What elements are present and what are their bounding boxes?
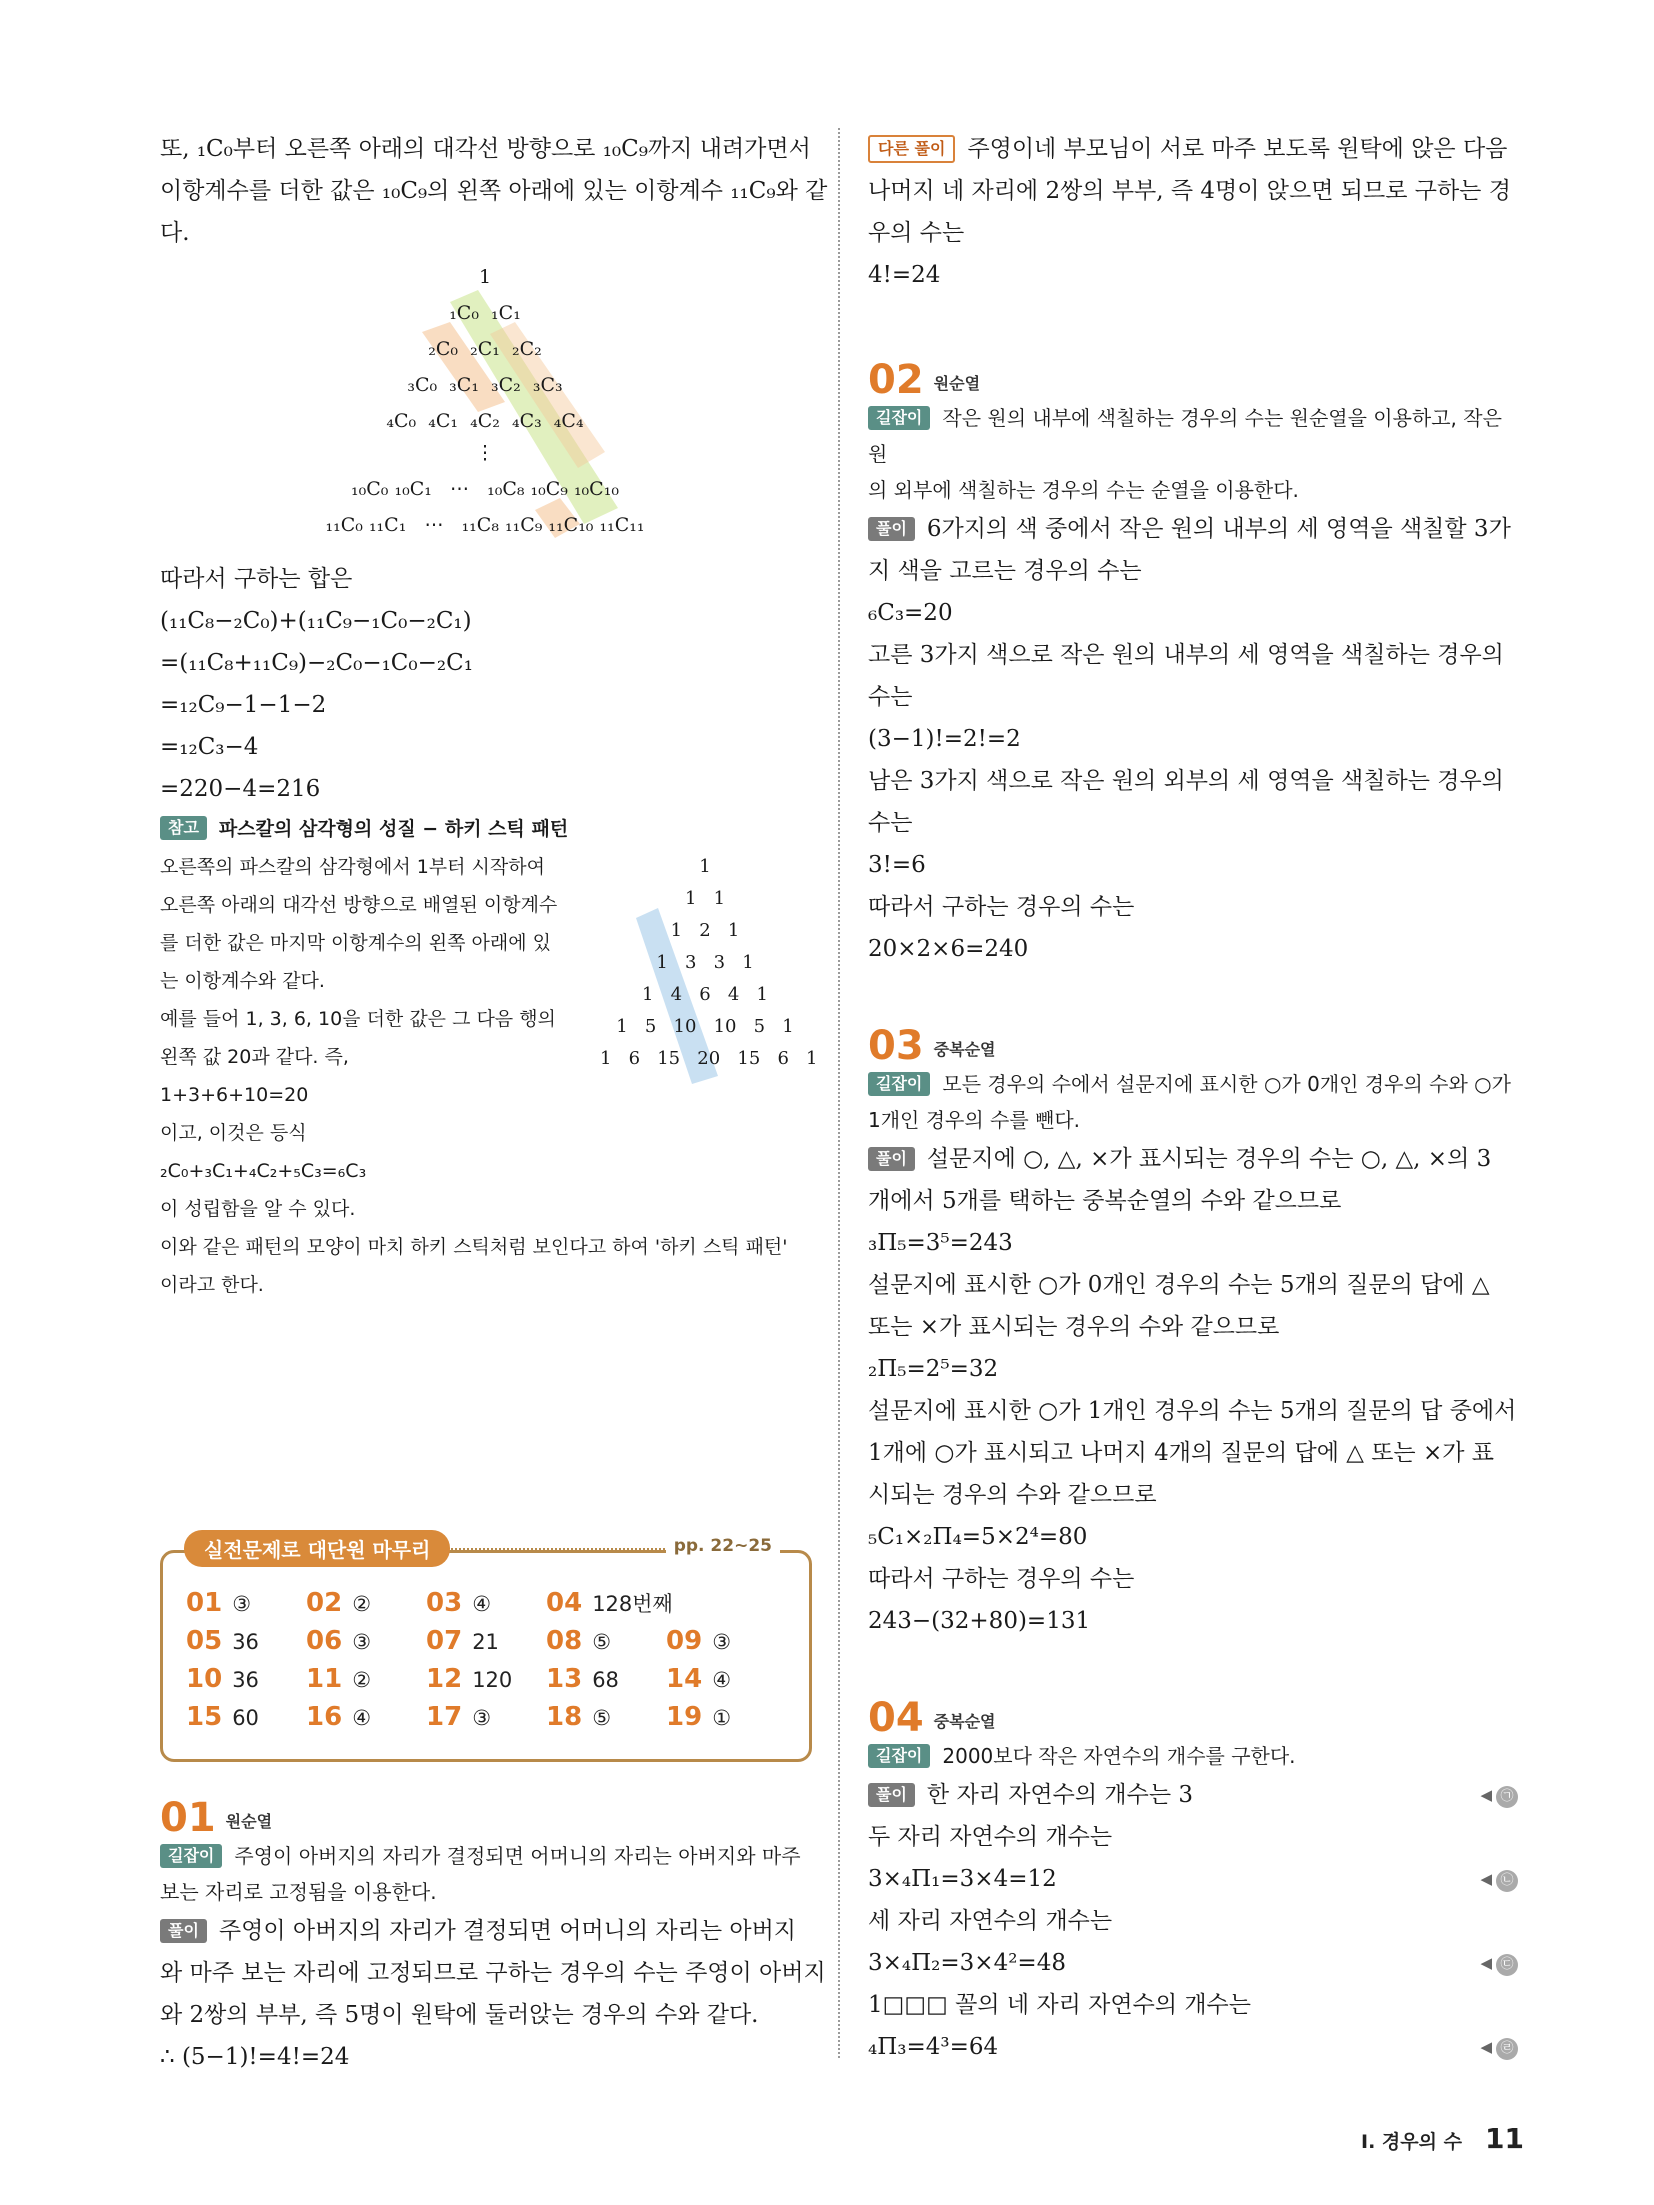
reference-line: 1+3+6+10=20 — [160, 1084, 309, 1106]
reference-line: 예를 들어 1, 3, 6, 10을 더한 값은 그 다음 행의 — [160, 1008, 556, 1030]
equation-line: =220−4=216 — [160, 776, 321, 802]
answer-item: 06 ③ — [306, 1626, 372, 1656]
answer-item: 04 128번째 — [546, 1588, 673, 1618]
pascal-row: 1 3 3 1 — [656, 952, 754, 973]
hint-tag: 길잡이 — [160, 1844, 222, 1868]
intro-line: 또, ₁C₀부터 오른쪽 아래의 대각선 방향으로 ₁₀C₉까지 내려가면서 — [160, 136, 811, 162]
question-number: 01 — [160, 1795, 216, 1841]
page-number: 11 — [1485, 2122, 1524, 2155]
reference-line: 오른쪽 아래의 대각선 방향으로 배열된 이항계수 — [160, 894, 558, 916]
reference-line: 왼쪽 값 20과 같다. 즉, — [160, 1046, 349, 1068]
triangle-row: ₁₁C₀ ₁₁C₁ ⋯ ₁₁C₈ ₁₁C₉ ₁₁C₁₀ ₁₁C₁₁ — [325, 514, 645, 536]
pascal-row: 1 6 15 20 15 6 1 — [600, 1048, 818, 1069]
question-header — [868, 1010, 1518, 1069]
answer-item: 16 ④ — [306, 1702, 372, 1732]
reference-line: 를 더한 값은 마지막 이항계수의 왼쪽 아래에 있 — [160, 932, 552, 954]
solution-line: 개에서 5개를 택하는 중복순열의 수와 같으므로 — [868, 1188, 1342, 1214]
question-number: 04 — [868, 1695, 924, 1741]
question-topic: 원순열 — [933, 374, 981, 393]
solution-line: 설문지에 표시한 ○가 0개인 경우의 수는 5개의 질문의 답에 △ — [868, 1272, 1490, 1298]
triangle-row: ₁C₀ ₁C₁ — [449, 302, 521, 324]
question-header — [160, 1782, 810, 1841]
solution-line: 수는 — [868, 684, 913, 710]
right-column — [868, 128, 1518, 2068]
solution-line: 와 마주 보는 자리에 고정되므로 구하는 경우의 수는 주영이 아버지 — [160, 1960, 826, 1986]
binomial-triangle — [160, 262, 810, 552]
reference-line: ₂C₀+₃C₁+₄C₂+₅C₃=₆C₃ — [160, 1160, 367, 1182]
hint-tag: 길잡이 — [868, 1072, 930, 1096]
solution-line: 풀이 한 자리 자연수의 개수는 3 ◀ ㉠ — [868, 1774, 1518, 1816]
answer-row — [186, 1664, 786, 1702]
solution-line: 고른 3가지 색으로 작은 원의 내부의 세 영역을 색칠하는 경우의 — [868, 642, 1504, 668]
question-number: 03 — [868, 1023, 924, 1069]
question-01 — [160, 1782, 826, 2078]
reference-line: 이와 같은 패턴의 모양이 마치 하키 스틱처럼 보인다고 하여 '하키 스틱 패턴' — [160, 1236, 788, 1258]
question-header — [868, 1682, 1518, 1741]
answer-item: 11 ② — [306, 1664, 372, 1694]
intro-text — [160, 128, 828, 254]
other-solution-line: 4!=24 — [868, 262, 941, 288]
triangle-row: ⋮ — [475, 442, 495, 464]
solution-line: ₂Π₅=2⁵=32 — [868, 1356, 999, 1382]
reference-line: 이 성립함을 알 수 있다. — [160, 1198, 356, 1220]
solution-line: 지 색을 고르는 경우의 수는 — [868, 558, 1142, 584]
pascal-triangle — [600, 848, 818, 1148]
hint-line: 길잡이 작은 원의 내부에 색칠하는 경우의 수는 원순열을 이용하고, 작은 원 — [868, 406, 1502, 466]
solution-line: (3−1)!=2!=2 — [868, 726, 1021, 752]
sum-derivation — [160, 558, 810, 810]
answer-item: 07 21 — [426, 1626, 499, 1656]
solution-line: 243−(32+80)=131 — [868, 1608, 1091, 1634]
step-marker: ◀ ㉡ — [1480, 1858, 1518, 1900]
triangle-row: ₁₀C₀ ₁₀C₁ ⋯ ₁₀C₈ ₁₀C₉ ₁₀C₁₀ — [351, 478, 619, 500]
reference-title: 파스칼의 삼각형의 성질 − 하키 스틱 패턴 — [218, 818, 569, 840]
step-marker: ◀ ㉠ — [1480, 1774, 1518, 1816]
hint-line: 길잡이 모든 경우의 수에서 설문지에 표시한 ○가 0개인 경우의 수와 ○가 — [868, 1066, 1518, 1102]
answer-key-pages: pp. 22~25 — [666, 1536, 780, 1556]
other-solution-line: 우의 수는 — [868, 220, 965, 246]
chapter-label: Ⅰ. 경우의 수 — [1361, 2131, 1462, 2153]
hint-line: 길잡이 2000보다 작은 자연수의 개수를 구한다. — [868, 1738, 1518, 1774]
question-topic: 중복순열 — [933, 1712, 996, 1731]
solution-line: 설문지에 표시한 ○가 1개인 경우의 수는 5개의 질문의 답 중에서 — [868, 1398, 1517, 1424]
sum-title: 따라서 구하는 합은 — [160, 566, 353, 592]
question-number: 02 — [868, 357, 924, 403]
solution-line: ∴ (5−1)!=4!=24 — [160, 2044, 350, 2070]
page-footer — [1361, 2122, 1524, 2155]
other-solution — [868, 128, 1518, 296]
question-topic: 중복순열 — [933, 1040, 996, 1059]
hint-tag: 길잡이 — [868, 1744, 930, 1768]
answer-item: 09 ③ — [666, 1626, 732, 1656]
solution-line: 두 자리 자연수의 개수는 — [868, 1824, 1113, 1850]
question-topic: 원순열 — [225, 1812, 273, 1831]
solution-line: 따라서 구하는 경우의 수는 — [868, 894, 1135, 920]
answer-item: 15 60 — [186, 1702, 259, 1732]
equation-line: =₁₂C₃−4 — [160, 734, 259, 760]
pascal-row: 1 5 10 10 5 1 — [616, 1016, 794, 1037]
solution-line: 풀이 설문지에 ○, △, ×가 표시되는 경우의 수는 ○, △, ×의 3 — [868, 1138, 1518, 1180]
solution-line: 풀이 주영이 아버지의 자리가 결정되면 어머니의 자리는 아버지 — [160, 1910, 810, 1952]
solution-line: 3×₄Π₂=3×4²=48 ◀ ㉢ — [868, 1942, 1518, 1984]
intro-line: 이항계수를 더한 값은 ₁₀C₉의 왼쪽 아래에 있는 이항계수 ₁₁C₉와 같 — [160, 178, 828, 204]
answer-item: 18 ⑤ — [546, 1702, 612, 1732]
solution-tag: 풀이 — [868, 1783, 915, 1807]
step-marker: ◀ ㉢ — [1480, 1942, 1518, 1984]
hint-line: 의 외부에 색칠하는 경우의 수는 순열을 이용한다. — [868, 478, 1299, 502]
intro-line: 다. — [160, 220, 190, 246]
answer-item: 03 ④ — [426, 1588, 492, 1618]
answer-row — [186, 1626, 786, 1664]
question-header — [868, 344, 1518, 403]
pascal-row: 1 1 — [684, 888, 726, 909]
solution-line: 남은 3가지 색으로 작은 원의 외부의 세 영역을 색칠하는 경우의 — [868, 768, 1504, 794]
equation-line: =(₁₁C₈+₁₁C₉)−₂C₀−₁C₀−₂C₁ — [160, 650, 473, 676]
solution-line: 시되는 경우의 수와 같으므로 — [868, 1482, 1157, 1508]
answer-item: 14 ④ — [666, 1664, 732, 1694]
answer-item: 13 68 — [546, 1664, 619, 1694]
triangle-row: ₂C₀ ₂C₁ ₂C₂ — [428, 338, 542, 360]
reference-line: 오른쪽의 파스칼의 삼각형에서 1부터 시작하여 — [160, 856, 545, 878]
solution-line: ₆C₃=20 — [868, 600, 953, 626]
solution-line: 1개에 ○가 표시되고 나머지 4개의 질문의 답에 △ 또는 ×가 표 — [868, 1440, 1494, 1466]
answer-item: 19 ① — [666, 1702, 732, 1732]
answer-item: 17 ③ — [426, 1702, 492, 1732]
other-solution-line: 나머지 네 자리에 2쌍의 부부, 즉 4명이 앉으면 되므로 구하는 경 — [868, 178, 1511, 204]
pascal-row: 1 — [699, 856, 711, 877]
equation-line: (₁₁C₈−₂C₀)+(₁₁C₉−₁C₀−₂C₁) — [160, 608, 472, 634]
solution-line: 20×2×6=240 — [868, 936, 1029, 962]
triangle-row: ₃C₀ ₃C₁ ₃C₂ ₃C₃ — [407, 374, 563, 396]
reference-heading — [160, 810, 810, 848]
question-03 — [868, 1010, 1518, 1642]
hint-line: 보는 자리로 고정됨을 이용한다. — [160, 1880, 437, 1904]
solution-line: 따라서 구하는 경우의 수는 — [868, 1566, 1135, 1592]
hint-line: 1개인 경우의 수를 뺀다. — [868, 1108, 1081, 1132]
answer-row — [186, 1702, 786, 1740]
column-divider — [838, 128, 840, 2058]
hint-tag: 길잡이 — [868, 406, 930, 430]
solution-line: 1□□□ 꼴의 네 자리 자연수의 개수는 — [868, 1992, 1251, 2018]
solution-line: 3!=6 — [868, 852, 926, 878]
answer-item: 02 ② — [306, 1588, 372, 1618]
triangle-row: ₄C₀ ₄C₁ ₄C₂ ₄C₃ ₄C₄ — [386, 410, 584, 432]
hint-line: 길잡이 주영이 아버지의 자리가 결정되면 어머니의 자리는 아버지와 마주 — [160, 1838, 810, 1874]
other-solution-tag: 다른 풀이 — [868, 135, 955, 163]
reference-box — [160, 848, 818, 1318]
solution-line: 또는 ×가 표시되는 경우의 수와 같으므로 — [868, 1314, 1280, 1340]
answer-item: 01 ③ — [186, 1588, 252, 1618]
reference-line: 이라고 한다. — [160, 1274, 264, 1296]
answer-item: 12 120 — [426, 1664, 513, 1694]
answer-grid — [186, 1588, 786, 1740]
solution-line: ₃Π₅=3⁵=243 — [868, 1230, 1013, 1256]
solution-line: 와 2쌍의 부부, 즉 5명이 원탁에 둘러앉는 경우의 수와 같다. — [160, 2002, 759, 2028]
question-04 — [868, 1682, 1518, 2068]
left-column — [160, 128, 828, 1318]
question-02 — [868, 344, 1518, 970]
triangle-row: 1 — [478, 266, 492, 288]
answer-key-box — [160, 1530, 810, 1760]
solution-line: 3×₄Π₁=3×4=12 ◀ ㉡ — [868, 1858, 1518, 1900]
reference-line: 이고, 이것은 등식 — [160, 1122, 307, 1144]
pascal-row: 1 4 6 4 1 — [642, 984, 768, 1005]
reference-tag: 참고 — [160, 816, 207, 840]
step-marker: ◀ ㉣ — [1480, 2026, 1518, 2068]
solution-line: ₄Π₃=4³=64 ◀ ㉣ — [868, 2026, 1518, 2068]
answer-item: 08 ⑤ — [546, 1626, 612, 1656]
equation-line: =₁₂C₉−1−1−2 — [160, 692, 327, 718]
solution-line: ₅C₁×₂Π₄=5×2⁴=80 — [868, 1524, 1088, 1550]
dotted-rule — [440, 1548, 680, 1550]
solution-tag: 풀이 — [160, 1919, 207, 1943]
answer-item: 10 36 — [186, 1664, 259, 1694]
answer-row — [186, 1588, 786, 1626]
answer-item: 05 36 — [186, 1626, 259, 1656]
solution-line: 세 자리 자연수의 개수는 — [868, 1908, 1113, 1934]
reference-line: 는 이항계수와 같다. — [160, 970, 325, 992]
solution-line: 풀이 6가지의 색 중에서 작은 원의 내부의 세 영역을 색칠할 3가 — [868, 508, 1518, 550]
solution-tag: 풀이 — [868, 1147, 915, 1171]
answer-key-title: 실전문제로 대단원 마무리 — [184, 1530, 450, 1567]
solution-line: 수는 — [868, 810, 913, 836]
solution-tag: 풀이 — [868, 517, 915, 541]
pascal-row: 1 2 1 — [670, 920, 740, 941]
other-solution-line: 다른 풀이 주영이네 부모님이 서로 마주 보도록 원탁에 앉은 다음 — [868, 128, 1518, 170]
